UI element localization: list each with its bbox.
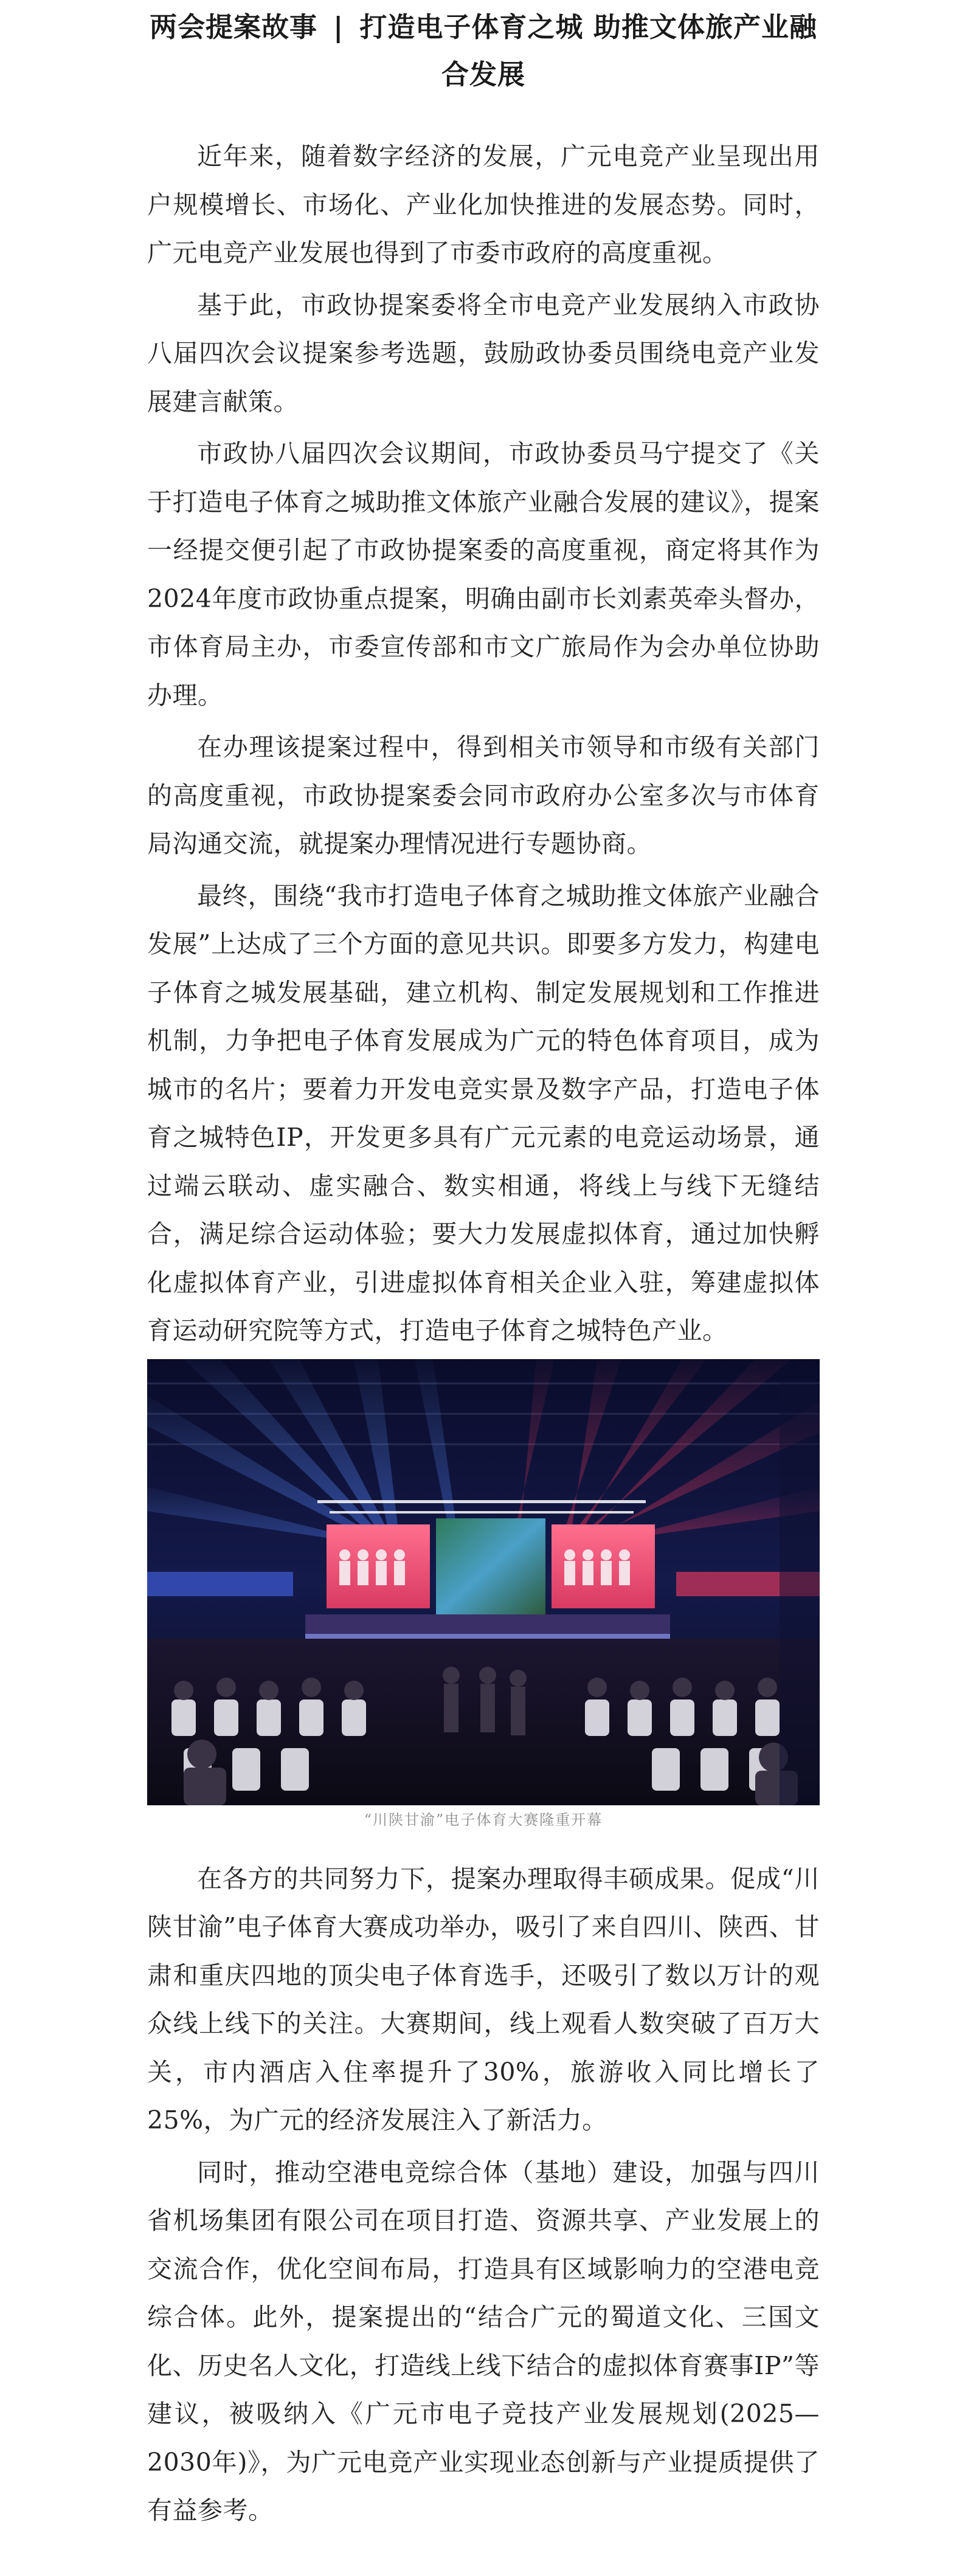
photo-caption: “川陕甘渝”电子体育大赛隆重开幕 [364,1811,603,1828]
esports-event-photo [147,1359,820,1805]
paragraph: 最终，围绕“我市打造电子体育之城助推文体旅产业融合发展”上达成了三个方面的意见共识。即要多方发力，构建电子体育之城发展基础，建立机构、制定发展规划和工作推进机制，力争把电子体育发展成为广元的特色体育项目，成为城市的名片；要着力开发电竞实景及数字产品，打造电子体育之城特色IP，开发更多具有广元元素的电竞运动场景，通过端云联动、虚实融合、数实相通，将线上与线下无缝结合，满足综合运动体验；要大力发展虚拟体育，通过加快孵化虚拟体育产业，引进虚拟体育相关企业入驻，筹建虚拟体育运动研究院等方式，打造电子体育之城特色产业。 [147,881,820,1345]
paragraph: 同时，推动空港电竞综合体（基地）建设，加强与四川省机场集团有限公司在项目打造、资源共享、产业发展上的交流合作，优化空间布局，打造具有区域影响力的空港电竞综合体。此外，提案提出的“结合广元的蜀道文化、三国文化、历史名人文化，打造线上线下结合的虚拟体育赛事IP”等建议，被吸纳入《广元市电子竞技产业发展规划(2025—2030年)》，为广元电竞产业实现业态创新与产业提质提供了有益参考。 [147,2157,820,2525]
title-separator: | [333,11,344,43]
paragraph: 基于此，市政协提案委将全市电竞产业发展纳入市政协八届四次会议提案参考选题，鼓励政协委员围绕电竞产业发展建言献策。 [147,290,820,416]
article-body [147,133,820,1355]
article [147,0,820,2539]
article-body-continued [147,1855,820,2535]
title-prefix: 两会提案故事 [149,11,317,43]
title-main: 打造电子体育之城 助推文体旅产业融合发展 [359,11,818,91]
article-title [147,0,820,98]
paragraph: 近年来，随着数字经济的发展，广元电竞产业呈现出用户规模增长、市场化、产业化加快推进的发展态势。同时，广元电竞产业发展也得到了市委市政府的高度重视。 [147,142,820,267]
paragraph: 市政协八届四次会议期间，市政协委员马宁提交了《关于打造电子体育之城助推文体旅产业融合发展的建议》，提案一经提交便引起了市政协提案委的高度重视，商定将其作为2024年度市政协重点提案，明确由副市长刘素英牵头督办，市体育局主办，市委宣传部和市文广旅局作为会办单位协助办理。 [147,439,820,710]
paragraph: 在各方的共同努力下，提案办理取得丰硕成果。促成“川陕甘渝”电子体育大赛成功举办，吸引了来自四川、陕西、甘肃和重庆四地的顶尖电子体育选手，还吸引了数以万计的观众线上线下的关注。大赛期间，线上观看人数突破了百万大关，市内酒店入住率提升了30%，旅游收入同比增长了25%，为广元的经济发展注入了新活力。 [147,1864,820,2135]
paragraph: 在办理该提案过程中，得到相关市领导和市级有关部门的高度重视，市政协提案委会同市政府办公室多次与市体育局沟通交流，就提案办理情况进行专题协商。 [147,732,820,858]
event-photo-figure [147,1359,820,1834]
